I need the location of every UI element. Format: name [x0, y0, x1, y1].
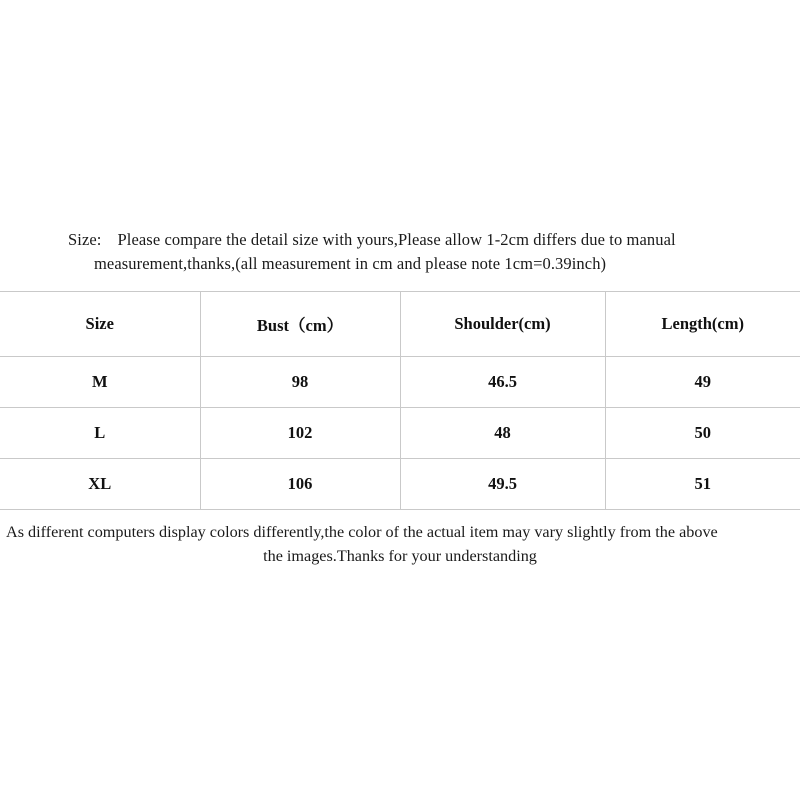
cell-length: 51 — [605, 458, 800, 509]
intro-line-2: measurement,thanks,(all measurement in cm and please note 1cm=0.39inch) — [94, 254, 607, 274]
intro-line-1: Please compare the detail size with yours,Please allow 1-2cm differs due to manual — [117, 230, 676, 249]
table-row — [0, 356, 800, 407]
cell-shoulder: 48 — [400, 407, 605, 458]
column-header-shoulder: Shoulder(cm) — [400, 291, 605, 356]
disclaimer-line-2: the images.Thanks for your understanding — [263, 547, 537, 566]
cell-bust: 102 — [200, 407, 400, 458]
color-disclaimer — [0, 520, 800, 569]
size-chart-content — [0, 228, 800, 568]
cell-shoulder: 46.5 — [400, 356, 605, 407]
intro-paragraph — [0, 228, 800, 277]
cell-bust: 98 — [200, 356, 400, 407]
cell-length: 50 — [605, 407, 800, 458]
table-body — [0, 356, 800, 509]
column-header-size: Size — [0, 291, 200, 356]
disclaimer-line-1: As different computers display colors differently,the color of the actual item may vary slightly from the above — [6, 522, 718, 541]
table-row — [0, 458, 800, 509]
size-table — [0, 291, 800, 510]
cell-bust: 106 — [200, 458, 400, 509]
table-row — [0, 407, 800, 458]
table-header-row — [0, 291, 800, 356]
table-head — [0, 291, 800, 356]
cell-size: M — [0, 356, 200, 407]
cell-size: XL — [0, 458, 200, 509]
cell-shoulder: 49.5 — [400, 458, 605, 509]
column-header-bust: Bust（cm） — [200, 291, 400, 356]
cell-length: 49 — [605, 356, 800, 407]
cell-size: L — [0, 407, 200, 458]
size-label: Size: — [68, 230, 102, 249]
column-header-length: Length(cm) — [605, 291, 800, 356]
